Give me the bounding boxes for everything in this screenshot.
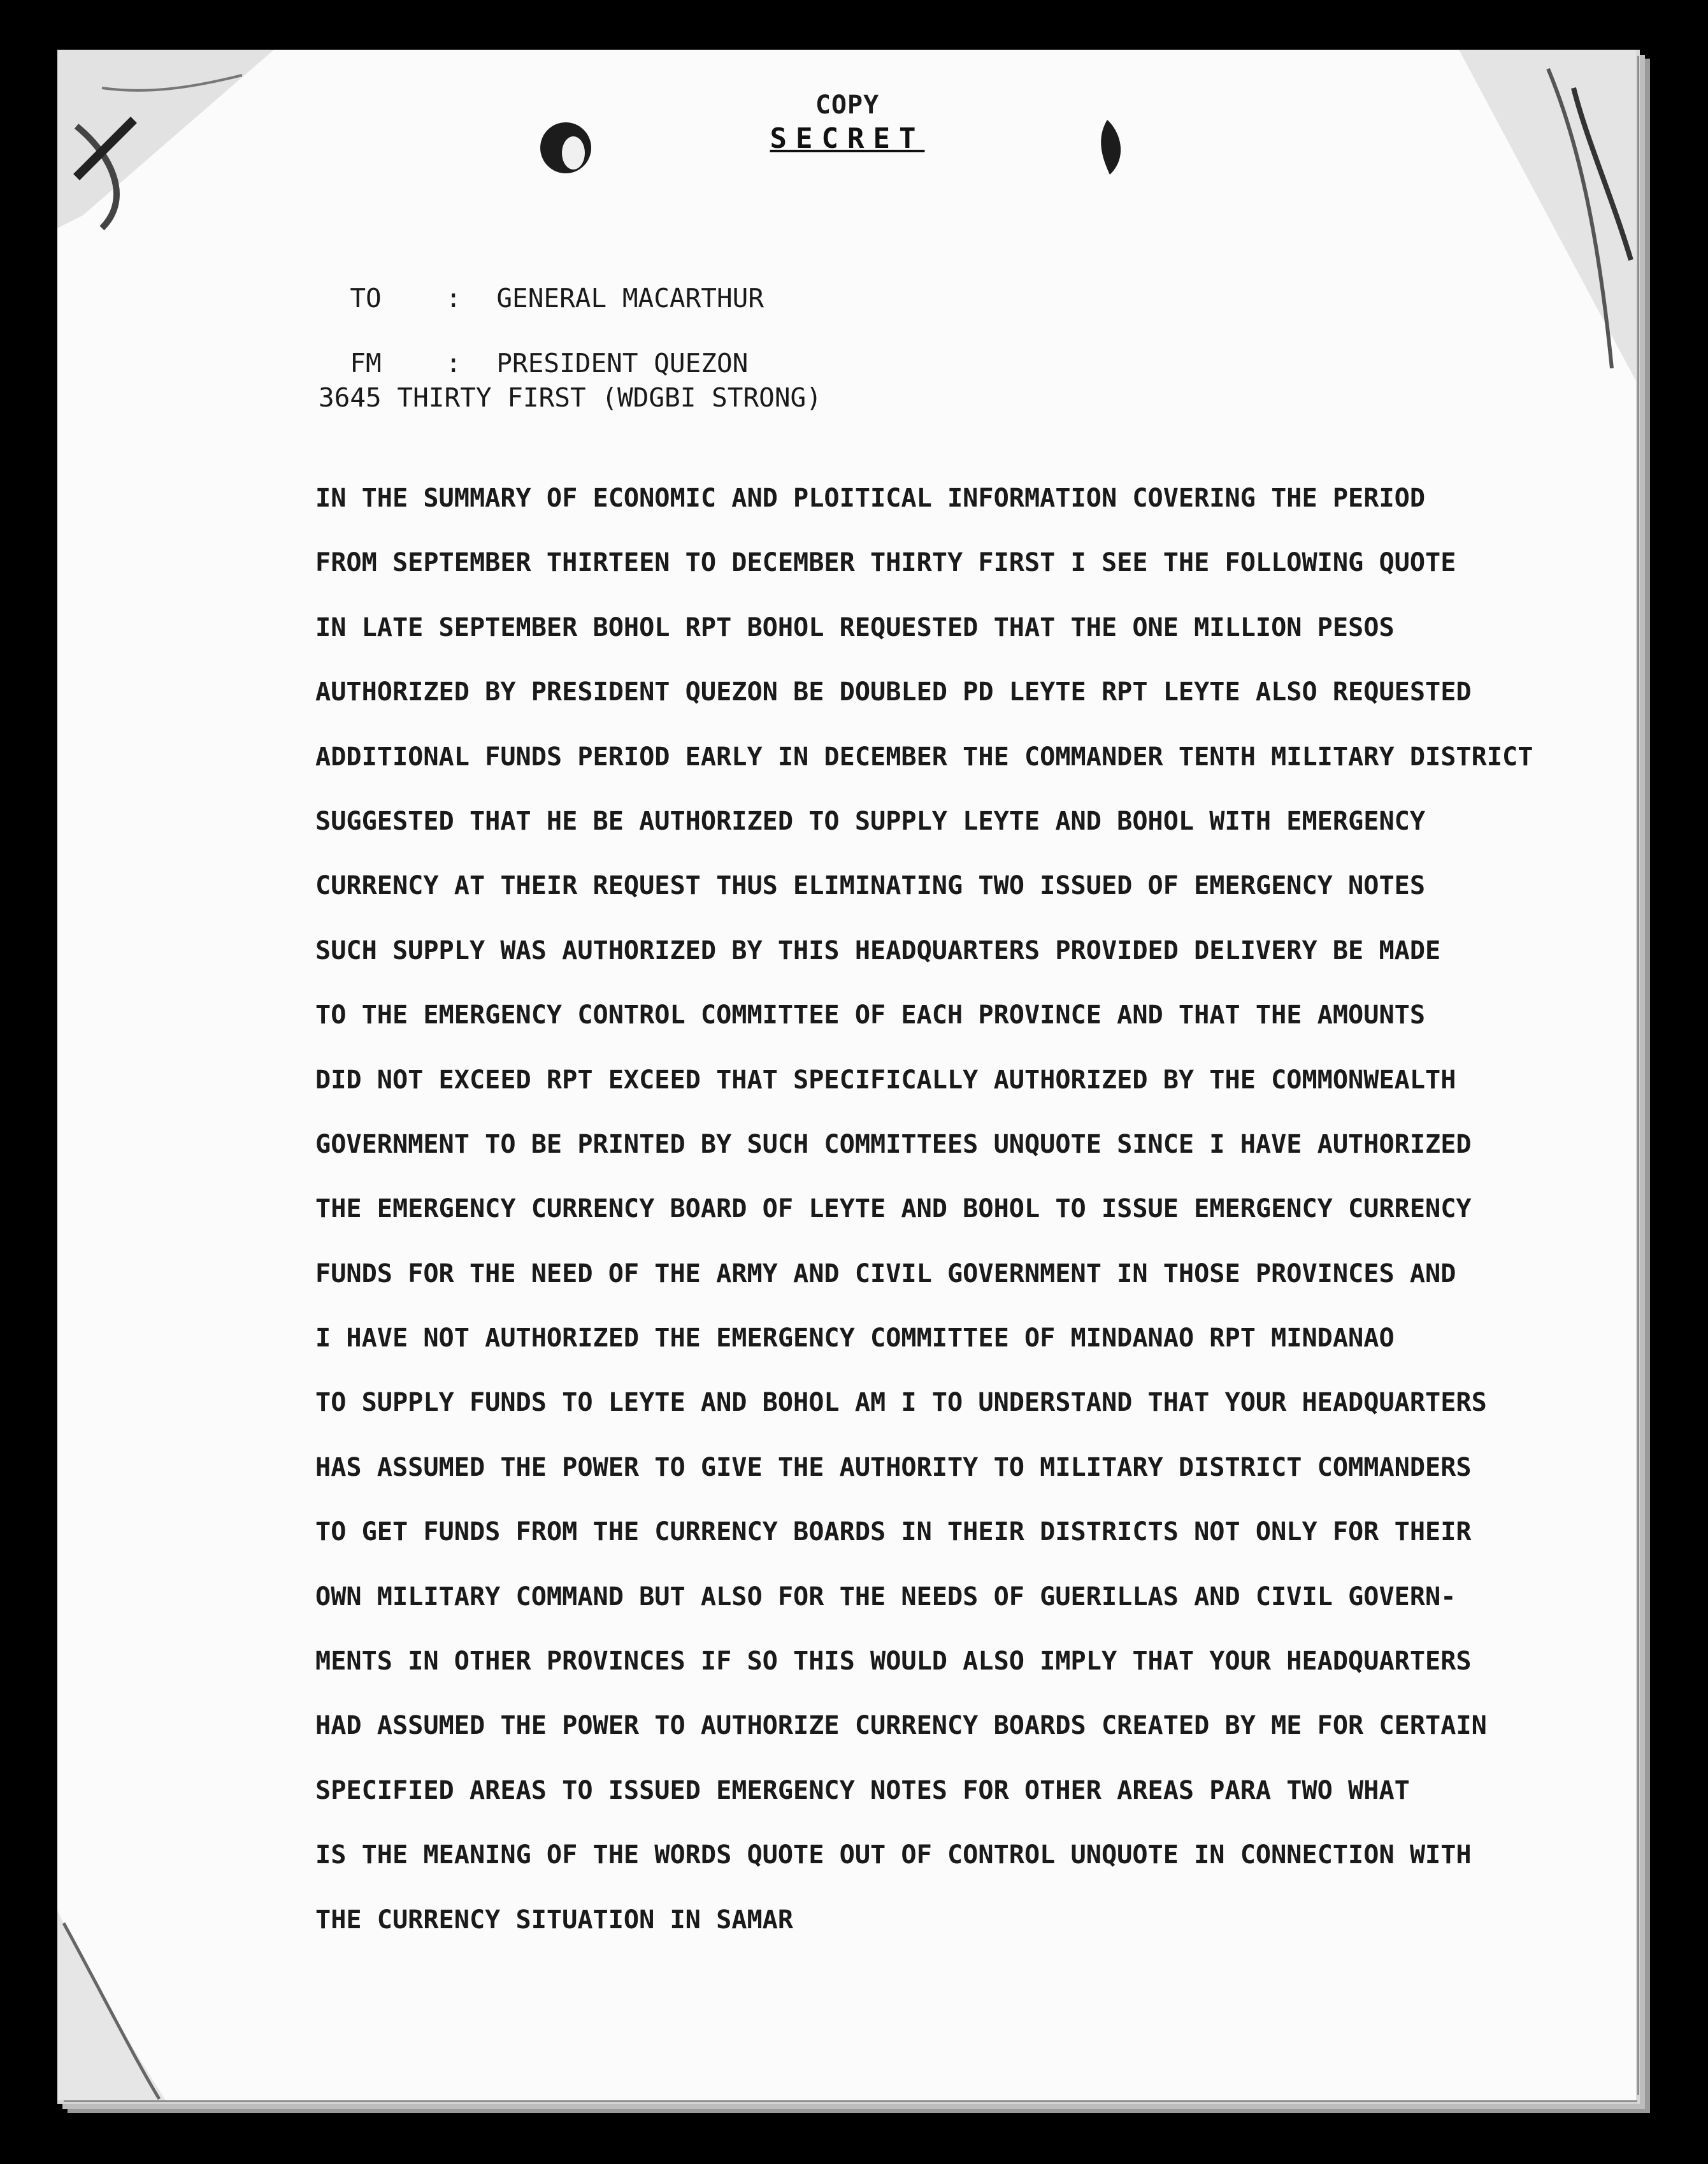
body-line: FUNDS FOR THE NEED OF THE ARMY AND CIVIL GOVERNMENT IN THOSE PROVINCES AND <box>315 1259 1456 1288</box>
punch-hole-right <box>1070 113 1147 184</box>
body-line: THE EMERGENCY CURRENCY BOARD OF LEYTE AND BOHOL TO ISSUE EMERGENCY CURRENCY <box>315 1194 1472 1224</box>
body-line: OWN MILITARY COMMAND BUT ALSO FOR THE NEEDS OF GUERILLAS AND CIVIL GOVERN- <box>315 1582 1456 1612</box>
message-body <box>315 479 1621 1965</box>
copy-label: COPY <box>815 90 880 120</box>
folded-corner-top-right <box>1459 50 1636 381</box>
folded-corner-bottom-left <box>57 1898 185 2100</box>
body-line: IS THE MEANING OF THE WORDS QUOTE OUT OF CONTROL UNQUOTE IN CONNECTION WITH <box>315 1840 1472 1870</box>
from-line <box>319 317 748 379</box>
body-line: IN THE SUMMARY OF ECONOMIC AND PLOITICAL INFORMATION COVERING THE PERIOD <box>315 484 1426 513</box>
body-line: GOVERNMENT TO BE PRINTED BY SUCH COMMITTEES UNQUOTE SINCE I HAVE AUTHORIZED <box>315 1129 1472 1159</box>
from-value: PRESIDENT QUEZON <box>496 348 749 379</box>
from-label: FM <box>350 348 382 379</box>
body-line: CURRENCY AT THEIR REQUEST THUS ELIMINATING TWO ISSUED OF EMERGENCY NOTES <box>315 871 1426 901</box>
body-line: FROM SEPTEMBER THIRTEEN TO DECEMBER THIRTY FIRST I SEE THE FOLLOWING QUOTE <box>315 548 1456 578</box>
body-line: AUTHORIZED BY PRESIDENT QUEZON BE DOUBLED PD LEYTE RPT LEYTE ALSO REQUESTED <box>315 677 1472 707</box>
body-line: HAS ASSUMED THE POWER TO GIVE THE AUTHORITY TO MILITARY DISTRICT COMMANDERS <box>315 1452 1472 1482</box>
body-line: SUCH SUPPLY WAS AUTHORIZED BY THIS HEADQUARTERS PROVIDED DELIVERY BE MADE <box>315 935 1441 965</box>
body-line: HAD ASSUMED THE POWER TO AUTHORIZE CURRENCY BOARDS CREATED BY ME FOR CERTAIN <box>315 1711 1487 1741</box>
body-line: TO SUPPLY FUNDS TO LEYTE AND BOHOL AM I TO UNDERSTAND THAT YOUR HEADQUARTERS <box>315 1388 1487 1418</box>
page-edge-bottom <box>64 2100 1637 2102</box>
body-line: SPECIFIED AREAS TO ISSUED EMERGENCY NOTES FOR OTHER AREAS PARA TWO WHAT <box>315 1775 1410 1805</box>
page-edge-right <box>1637 56 1639 2095</box>
body-line: IN LATE SEPTEMBER BOHOL RPT BOHOL REQUESTED THAT THE ONE MILLION PESOS <box>315 612 1395 642</box>
to-value: GENERAL MACARTHUR <box>496 283 764 314</box>
body-line: SUGGESTED THAT HE BE AUTHORIZED TO SUPPLY LEYTE AND BOHOL WITH EMERGENCY <box>315 806 1426 836</box>
body-line: I HAVE NOT AUTHORIZED THE EMERGENCY COMMITTEE OF MINDANAO RPT MINDANAO <box>315 1324 1395 1353</box>
body-line: DID NOT EXCEED RPT EXCEED THAT SPECIFICALLY AUTHORIZED BY THE COMMONWEALTH <box>315 1065 1456 1095</box>
punch-hole-left <box>529 113 605 184</box>
to-label: TO <box>350 283 382 314</box>
from-separator: : <box>445 348 462 379</box>
to-separator: : <box>445 283 462 314</box>
body-line: TO THE EMERGENCY CONTROL COMMITTEE OF EACH PROVINCE AND THAT THE AMOUNTS <box>315 1000 1426 1030</box>
to-line <box>319 252 764 314</box>
body-line: TO GET FUNDS FROM THE CURRENCY BOARDS IN THEIR DISTRICTS NOT ONLY FOR THEIR <box>315 1517 1472 1547</box>
classification-marking: SECRET <box>770 122 925 155</box>
folded-corner-top-left <box>57 50 287 241</box>
body-line: THE CURRENCY SITUATION IN SAMAR <box>315 1905 794 1935</box>
body-line: ADDITIONAL FUNDS PERIOD EARLY IN DECEMBER THE COMMANDER TENTH MILITARY DISTRICT <box>315 742 1533 772</box>
body-line: MENTS IN OTHER PROVINCES IF SO THIS WOULD ALSO IMPLY THAT YOUR HEADQUARTERS <box>315 1647 1472 1677</box>
message-reference: 3645 THIRTY FIRST (WDGBI STRONG) <box>319 382 822 413</box>
